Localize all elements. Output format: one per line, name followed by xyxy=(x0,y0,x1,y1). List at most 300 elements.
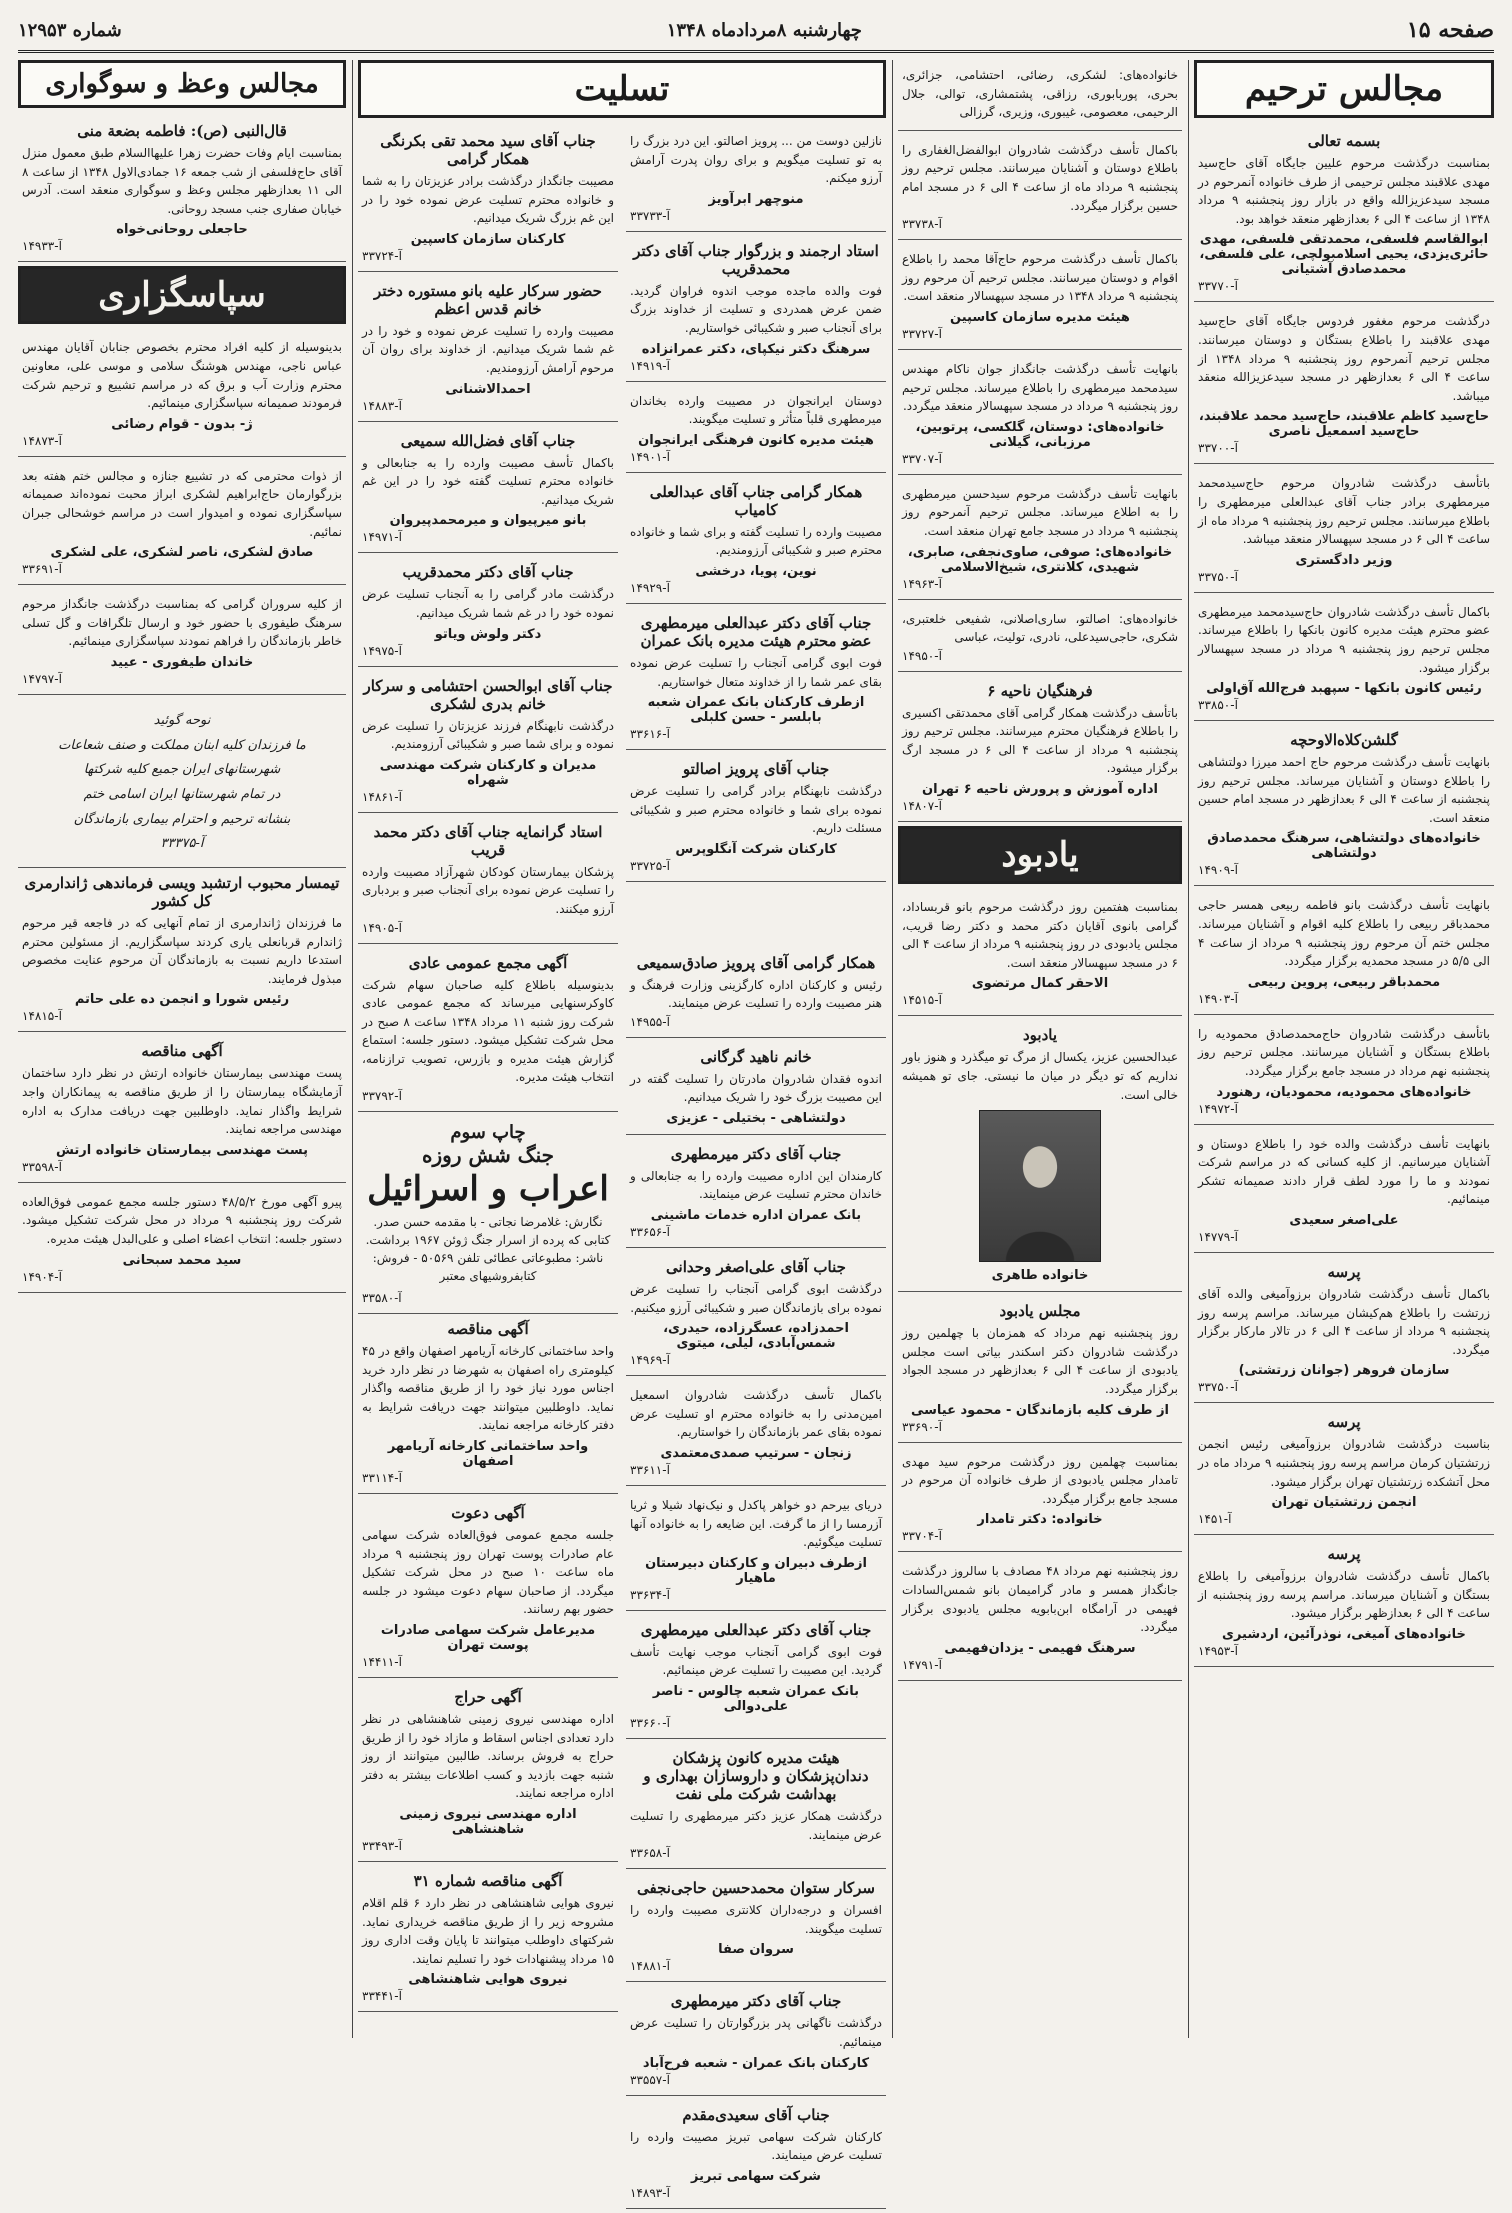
notice-text: باکمال تأسف درگذشت شادروان اسمعیل امین‌مدنی را به خانواده محترم او تسلیت عرض نموده بقای عمر بازماندگان را خواستاریم. xyxy=(630,1388,882,1440)
notice-item xyxy=(898,676,1182,822)
notice-title: جناب آقای پرویز اصالتو xyxy=(682,760,830,779)
notice-code: آ-۳۳۶۳۴ xyxy=(630,1587,670,1602)
notice-title: آگهی مناقصه شماره ۳۱ xyxy=(413,1871,563,1890)
notice-title: آگهی دعوت xyxy=(451,1504,525,1523)
notice-text: فوت ابوی گرامی آنجناب موجب نهایت تأسف گردید. این مصیبت را تسلیت عرض مینمائیم. xyxy=(630,1644,882,1678)
notice-title: آگهی مجمع عمومی عادی xyxy=(408,953,568,972)
notice-text: باکمال تأسف درگذشت مرحوم حاج‌آقا محمد را باطلاع اقوام و دوستان میرسانند. مجلس ترحیم آن مرحوم روز پنجشنبه ۹ مرداد ۱۳۴۸ در مسجد سپهسالار منعقد است. xyxy=(902,252,1178,304)
notice-text: درگذشت همکار عزیز دکتر میرمطهری را تسلیت عرض مینمایند. xyxy=(630,1809,882,1842)
page-header xyxy=(18,10,1494,53)
notice-code: آ-۱۴۹۲۹ xyxy=(630,580,670,595)
notice-signature: خانواده‌های محمودیه، محمودیان، رهنورد xyxy=(1216,1084,1472,1100)
notice-title: آگهی مناقصه xyxy=(447,1320,529,1339)
notice-code: آ-۱۴۹۷۲ xyxy=(1198,1101,1238,1116)
notice-code: آ-۳۳۵۹۸ xyxy=(22,1159,62,1174)
notice-code: آ-۱۴۷۷۹ xyxy=(1198,1230,1238,1244)
notice-text: باکمال تأسف درگذشت شادروان حاج‌سیدمحمد میرمطهری عضو محترم هیئت مدیره کانون بانکها را باطلاع میرساند. مجلس ترحیم روز پنجشنبه ۹ مرداد در مسجد سپهسالار برگزار میشود. xyxy=(1198,604,1490,675)
notice-code: آ-۱۴۴۱۱ xyxy=(362,1655,402,1669)
notice-code: آ-۳۳۴۴۱ xyxy=(362,1989,402,2004)
notice-item xyxy=(626,1986,886,2095)
notice-title: همکار گرامی آقای پرویز صادق‌سمیعی xyxy=(636,953,876,972)
notice-signature: کارکنان بانک عمران - شعبه فرح‌آباد xyxy=(642,2055,870,2071)
notice-code: آ-۱۴۵۱ xyxy=(1198,1512,1232,1527)
notice-code: آ-۱۴۹۰۴ xyxy=(22,1269,62,1284)
notice-item xyxy=(898,354,1182,475)
notice-text: بدینوسیله باطلاع کلیه صاحبان سهام شرکت کاوکرسنهایی میرساند که مجمع عمومی عادی شرکت روز شنبه ۱۱ مرداد ۱۳۴۸ ساعت ۸ صبح در محل شرکت تشکیل میشود. دستور جلسه: استماع گزارش هیئت مدیره و بازرس، تصویب ترازنامه، انتخاب هیئت مدیره. xyxy=(362,977,615,1085)
notice-item xyxy=(1194,1019,1494,1125)
notice-text: دوستان ایرانجوان در مصیبت وارده بخاندان میرمطهری قلباً متأثر و تسلیت میگویند. xyxy=(630,393,882,427)
notice-code: آ-۱۴۹۰۱ xyxy=(630,449,670,464)
notice-title: جناب آقای فضل‌الله سمیعی xyxy=(400,431,576,450)
notice-text: باتأسف درگذشت همکار گرامی آقای محمدتقی اکسیری را باطلاع فرهنگیان محترم میرسانند. مجلس ترحیم روز پنجشنبه ۹ مرداد از ساعت ۴ الی ۶ در مسجد ارگ برگزار میشود. xyxy=(902,705,1178,776)
notice-text: درگذشت ناگهانی پدر بزرگوارتان را تسلیت عرض مینمائیم. xyxy=(630,2016,882,2049)
notice-text: درگذشت مرحوم مغفور فردوس جایگاه آقای حاج‌سید مهدی علاقبند را باطلاع بستگان و دوستان میرسانند. مجلس ترحیم آنمرحوم روز پنجشنبه ۹ مرداد ۱۳۴۸ از ساعت ۴ الی ۶ بعدازظهر در مسجد سیدعزیزالله منعقد میباشد. xyxy=(1198,314,1491,403)
notice-text: نیروی هوایی شاهنشاهی در نظر دارد ۶ قلم اقلام مشروحه زیر را از طریق مناقصه خریداری نماید. شرکتهای داوطلب میتوانند تا پایان وقت اداری روز ۱۵ مرداد پیشنهادات خود را تسلیم نمایند. xyxy=(362,1895,614,1966)
notice-signature: هیئت مدیره سازمان کاسپین xyxy=(950,309,1130,325)
notice-title: جناب آقای ابوالحسن احتشامی و سرکار خانم بدری لشکری xyxy=(363,676,613,713)
notice-item xyxy=(1194,1539,1494,1667)
notice-text: مصیبت وارده را تسلیت گفته و برای شما و خانواده محترم صبر و شکیبائی آرزومندیم. xyxy=(630,524,882,558)
notice-text: باکمال تأسف مصیبت وارده را به جنابعالی و خانواده محترم تسلیت گفته خود را در این غم شریک میدانیم. xyxy=(362,455,614,507)
notice-list xyxy=(18,332,346,695)
notice-text: ما فرزندان ژاندارمری از تمام آنهایی که در فاجعه قیر مرحوم ژاندارم قربانعلی یاری کردند سپاسگزاریم. از مسئولین محترم استدعا داریم نسبت به بازماندگان آن مرحوم عنایت مخصوص مبذول فرمایند. xyxy=(22,916,342,986)
notice-text: بانهایت تأسف درگذشت مرحوم سیدحسن میرمطهری را به اطلاع میرساند. مجلس ترحیم آنمرحوم روز پنجشنبه ۹ مرداد در مسجد جامع تهران منعقد است. xyxy=(902,486,1178,538)
notice-signature: رئیس شورا و انجمن ده علی حاتم xyxy=(74,992,290,1008)
notice-text: کارمندان این اداره مصیبت وارده را به جنابعالی و خاندان محترم تسلیت عرض مینمایند. xyxy=(630,1168,882,1202)
notice-code: آ-۳۳۳۷۵ xyxy=(160,836,204,852)
ads-column xyxy=(358,948,618,2213)
book-title: اعراب و اسرائیل xyxy=(367,1169,609,1210)
notice-item xyxy=(358,948,618,1113)
notice-item xyxy=(898,1447,1182,1553)
book-edition: چاپ سوم xyxy=(450,1122,526,1144)
notice-signature: زنجان - سرتیپ صمدی‌معتمدی xyxy=(660,1446,852,1462)
notice-item xyxy=(898,135,1182,240)
notice-text: بناسبت درگذشت شادروان برزوآمیغی رئیس انجمن زرتشتیان کرمان مراسم پرسه روز پنجشنبه ۹ مرداد ماه در محل آتشکده زرتشتیان تهران برگزار میشود. xyxy=(1198,1437,1491,1489)
notice-item xyxy=(358,817,618,944)
notice-item xyxy=(358,671,618,813)
notice-title: فرهنگیان ناحیه ۶ xyxy=(987,681,1093,700)
notice-item xyxy=(898,1020,1182,1292)
notice-title: هیئت مدیره کانون پزشکان دندان‌پزشکان و داروسازان بهداری و بهداشت شرکت ملی نفت xyxy=(643,1749,869,1803)
notice-signature: حاج‌سید کاظم علاقبند، حاج‌سید محمد علاقبند، حاج‌سید اسمعیل ناصری xyxy=(1198,409,1490,440)
notice-text: درگذشت نابهنگام فرزند عزیزتان را تسلیت عرض نموده و برای شما صبر و شکیبائی آرزومندیم. xyxy=(362,718,614,752)
notice-signature: کارکنان شرکت آنگلوپرس xyxy=(675,841,837,857)
notice-item xyxy=(18,332,346,456)
notice-code: آ-۳۳۶۶۰ xyxy=(630,1716,670,1730)
notice-signature: واحد ساختمانی کارخانه آریامهر اصفهان xyxy=(387,1439,589,1470)
notice-signature: ژ- بدون - قوام رضائی xyxy=(111,416,253,432)
handwritten-line: در تمام شهرستانها ایران اسامی ختم xyxy=(83,786,281,802)
notice-code: آ-۳۳۴۹۳ xyxy=(362,1838,402,1853)
notice-code: آ-۳۳۸۵۰ xyxy=(1198,698,1238,713)
notice-title: پرسه xyxy=(1327,1545,1361,1564)
notice-code: آ-۱۴۷۹۷ xyxy=(22,671,62,686)
notice-code: آ-۳۳۶۱۱ xyxy=(630,1463,670,1478)
notice-item xyxy=(1194,1129,1494,1253)
notice-list xyxy=(1194,126,1494,1667)
notice-item xyxy=(358,557,618,666)
notice-signature: مدیران و کارکنان شرکت مهندسی شهراه xyxy=(379,757,597,788)
newspaper-page xyxy=(18,10,1494,2200)
notice-code: آ-۳۳۵۵۷ xyxy=(630,2072,670,2087)
notice-title: سرکار ستوان محمدحسین حاجی‌نجفی xyxy=(637,1879,875,1898)
notice-text: روز پنجشنبه نهم مرداد ۴۸ مصادف با سالروز درگذشت جانگداز همسر و مادر گرامیمان بانو شمس‌السادات فهیمی در آرامگاه ابن‌بابویه مجلس یادبودی برگزار میگردد. xyxy=(902,1564,1178,1635)
notice-code: آ-۱۴۹۶۳ xyxy=(902,576,942,591)
notice-item xyxy=(1194,890,1494,1014)
notice-signature: سرهنگ فهیمی - یزدان‌فهیمی xyxy=(944,1640,1136,1656)
notice-code: آ-۱۴۸۰۷ xyxy=(902,799,942,814)
notice-text: کارکنان شرکت سهامی تبریز مصیبت وارده را تسلیت عرض مینمایند. xyxy=(630,2129,882,2163)
notice-signature: منوچهر ابرآویز xyxy=(708,191,804,207)
notice-item xyxy=(358,276,618,422)
notice-code: آ-۳۳۷۲۴ xyxy=(362,248,402,263)
notice-code: آ-۱۴۷۹۱ xyxy=(902,1657,942,1672)
notice-code: آ-۱۴۵۱۵ xyxy=(902,993,942,1008)
notice-signature: حاجعلی روحانی‌خواه xyxy=(116,222,248,238)
notice-code: آ-۳۳۱۱۴ xyxy=(362,1471,402,1486)
page-number: صفحه ۱۵ xyxy=(1406,17,1494,43)
notice-code: آ-۱۴۹۵۵ xyxy=(630,1014,670,1029)
notice-item xyxy=(1194,1407,1494,1535)
notice-title: جناب آقای دکتر محمدقریب xyxy=(402,563,574,582)
notice-title: حضور سرکار علیه بانو مستوره دختر خانم قدس اعظم xyxy=(374,281,602,318)
notice-signature: سروان صفا xyxy=(718,1942,794,1958)
handwritten-line: نوحه گوئید xyxy=(153,712,211,728)
notice-text: روز پنجشنبه نهم مرداد که همزمان با چهلمین روز درگذشت شادروان دکتر اسکندر بیاتی است مجلس یادبودی از ساعت ۴ الی ۶ بعدازظهر در مسجد الجواد برگزار میگردد. xyxy=(902,1326,1179,1396)
notice-code: آ-۱۴۸۱۵ xyxy=(22,1009,62,1024)
notice-list xyxy=(358,1314,618,2012)
notice-text: عبدالحسین عزیز، یکسال از مرگ تو میگذرد و هنوز باور نداریم که تو دیگر در میان ما نیستی. جای تو همیشه خالی است. xyxy=(902,1050,1178,1102)
notice-item xyxy=(18,589,346,695)
section-banner-sepas: سپاسگزاری xyxy=(18,266,346,324)
notice-signature: ازطرف کارکنان بانک عمران شعبه بابلسر - حسن کلبلی xyxy=(647,695,865,726)
notice-code: آ-۳۳۷۰۰ xyxy=(1198,441,1238,456)
notice-signature: الاحقر کمال مرتضوی xyxy=(971,976,1109,992)
notice-text: افسران و درجه‌داران کلانتری مصیبت وارده را تسلیت میگویند. xyxy=(630,1903,882,1936)
notice-text: بمناسبت درگذشت مرحوم علیین جایگاه آقای حاج‌سید مهدی علاقبند مجلس ترحیمی از طرف خانواده آنمرحوم در مسجد سیدعزیزالله واقع در بازار روز پنجشنبه ۹ مرداد ۱۳۴۸ از ساعت ۴ الی ۶ بعدازظهر منعقد خواهد بود. xyxy=(1198,156,1490,226)
notice-signature: اداره آموزش و پرورش ناحیه ۶ تهران xyxy=(922,782,1158,798)
notice-code: آ-۱۴۹۵۳ xyxy=(1198,1643,1238,1658)
column-rule xyxy=(1188,60,1189,2038)
notice-text: باکمال تأسف درگذشت شادروان برزوآمیغی والده آقای زرتشت را باطلاع هم‌کیشان میرساند. مراسم پرسه روز پنجشنبه ۹ مرداد از ساعت ۴ الی ۶ در تالار مارکار برگزار میگردد. xyxy=(1198,1287,1491,1357)
notice-text: جلسه مجمع عمومی فوق‌العاده شرکت سهامی عام صادرات پوست تهران روز پنجشنبه ۹ مرداد ماه ساعت ۱۰ صبح در محل شرکت تشکیل میگردد. از صاحبان سهام دعوت میشود در جلسه حضور بهم رسانند. xyxy=(362,1528,614,1617)
notice-title: بسمه تعالی xyxy=(1307,132,1381,150)
notice-item xyxy=(898,60,1182,131)
notice-item xyxy=(626,1873,886,1982)
notice-text: باتأسف درگذشت شادروان حاج‌محمدصادق محمودیه را باطلاع بستگان و آشنایان میرسانند. مجلس ترحیم روز پنجشنبه نهم مرداد در مسجد جامع برگزار میگردد. xyxy=(1198,1026,1490,1079)
notice-text: مصیبت وارده را تسلیت عرض نموده و خود را در غم شما شریک میدانیم. از خداوند برای روان آن مرحوم آرامش آرزومندیم. xyxy=(362,323,614,375)
notice-item xyxy=(18,1187,346,1293)
section-banner-taslit: تسلیت xyxy=(358,60,886,118)
notice-code: آ-۱۴۹۷۱ xyxy=(362,530,402,545)
notice-item xyxy=(358,126,618,272)
notice-title: پرسه xyxy=(1327,1263,1361,1281)
notice-signature: خاندان طیفوری - عیید xyxy=(110,654,254,670)
portrait-photo xyxy=(979,1110,1101,1262)
tarhim-column xyxy=(1194,60,1494,1671)
notice-title: جناب آقای سید محمد تقی بکرنگی همکار گرامی xyxy=(380,132,596,168)
notice-list xyxy=(18,116,346,262)
notice-item xyxy=(1194,1257,1494,1403)
notice-code: آ-۳۳۷۲۵ xyxy=(630,858,670,873)
notice-code: آ-۳۳۷۳۳ xyxy=(630,208,670,223)
notice-code: آ-۳۳۷۰۴ xyxy=(902,1529,942,1544)
notice-code: آ-۳۳۷۵۰ xyxy=(1198,1380,1238,1395)
notice-list xyxy=(358,126,618,948)
notice-code: آ-۱۴۹۰۹ xyxy=(1198,863,1238,878)
notice-title: استاد ارجمند و بزرگوار جناب آقای دکتر محمدقریب xyxy=(633,241,879,278)
notice-text: فوت ابوی گرامی آنجناب را تسلیت عرض نموده بقای عمر شما را از خداوند متعال خواستاریم. xyxy=(630,655,882,689)
notice-signature: خانواده: دکتر تامدار xyxy=(977,1512,1103,1528)
notice-title: جناب آقای دکتر عبدالعلی میرمطهری عضو محترم هیئت مدیره بانک عمران xyxy=(640,613,872,650)
notice-item xyxy=(1194,126,1494,302)
notice-text: مصیبت جانگداز درگذشت برادر عزیزتان را به شما و خانواده محترم تسلیت عرض نموده خود را در این غم بزرگ شریک میدانیم. xyxy=(362,174,614,226)
notice-item xyxy=(18,461,346,585)
notice-text: اندوه فقدان شادروان مادرتان را تسلیت گفته در این مصیبت بزرگ خود را شریک میدانیم. xyxy=(630,1071,882,1105)
notice-signature: علی‌اصغر سعیدی xyxy=(1289,1213,1399,1228)
notice-text: بمناسبت چهلمین روز درگذشت مرحوم سید مهدی تامدار مجلس یادبودی از طرف خانواده آن مرحوم در مسجد جامع برگزار میگردد. xyxy=(902,1454,1178,1506)
notice-item xyxy=(626,1380,886,1486)
notice-signature: انجمن زرتشتیان تهران xyxy=(1271,1495,1417,1511)
tarhim-column-2 xyxy=(898,60,1182,1685)
handwritten-line: شهرستانهای ایران جمیع کلیه شرکتها xyxy=(83,762,281,778)
handwritten-line: ما فرزندان کلیه ابنان مملکت و صنف شعاعات xyxy=(58,737,306,753)
notice-code: آ-۱۴۸۶۱ xyxy=(362,789,402,804)
notice-signature: ابوالقاسم فلسفی، محمدتقی فلسفی، مهدی حائری‌یزدی، یحیی اسلامبولچی، علی فلسفی، محمدصادق آشتیانی xyxy=(1199,232,1489,278)
section-banner-tarhim: مجالس ترحیم xyxy=(1194,60,1494,118)
book-code: آ-۳۳۵۸۰ xyxy=(362,1291,402,1306)
notice-signature: کارکنان سازمان کاسپین xyxy=(410,231,566,247)
notice-code: آ-۱۴۹۳۳ xyxy=(22,239,62,254)
notice-signature: از طرف کلیه بازماندگان - محمود عیاسی xyxy=(910,1402,1170,1418)
handwritten-line: بنشانه ترحیم و احترام بیماری بازماندگان xyxy=(73,811,291,827)
notice-item xyxy=(1194,306,1494,464)
notice-title: آگهی حراج xyxy=(454,1688,522,1706)
notice-signature: ازطرف دبیران و کارکنان دبیرستان ماهیار xyxy=(645,1555,867,1586)
notice-code: آ-۳۳۶۵۶ xyxy=(630,1225,670,1240)
notice-code: آ-۳۳۶۹۰ xyxy=(902,1419,942,1434)
notice-code: آ-۳۳۶۹۱ xyxy=(22,562,62,577)
notice-item xyxy=(1194,597,1494,721)
notice-text: از ذوات محترمی که در تشییع جنازه و مجالس ختم هفته بعد بزرگوارمان حاج‌ابراهیم لشکری ابراز محبت نموده‌اند صمیمانه سپاسگزاری نموده و امیدوار است در مراسم خوشحالی جبران نمائیم. xyxy=(22,468,342,539)
notice-code: آ-۳۳۷۷۰ xyxy=(1198,279,1238,294)
notice-signature: بانک عمران شعبه چالوس - ناصر علی‌دوالی xyxy=(652,1684,860,1714)
notice-signature: خانواده طاهری xyxy=(991,1268,1089,1284)
notice-text: فوت والده ماجده موجب اندوه فراوان گردید. ضمن عرض همدردی و تسلیت از خداوند بزرگ برای آنجناب صبر و شکیبائی خواستاریم. xyxy=(630,283,882,335)
notice-code: آ-۳۳۷۵۰ xyxy=(1198,569,1238,584)
notice-list xyxy=(898,60,1182,822)
notice-signature: احمدزاده، عسگرزاده، حیدری، شمس‌آبادی، لیلی، میتوی xyxy=(663,1321,849,1352)
notice-title: جناب آقای علی‌اصغر وحدانی xyxy=(666,1258,846,1277)
notice-signature: خانواده‌های آمیغی، نوذرآئین، اردشیری xyxy=(1222,1626,1466,1642)
notice-signature: خانواده‌های: دوستان، گلکسی، پرتوبین، مرزبانی، گیلانی xyxy=(915,419,1165,450)
notice-text: بمناسبت هفتمین روز درگذشت مرحوم بانو قربساداد، گرامی بانوی آقایان دکتر محمد و دکتر رضا قریب، مجلس یادبودی در روز پنجشنبه ۹ مرداد از ساعت ۴ الی ۶ در مسجد سپهسالار منعقد است. xyxy=(902,900,1178,970)
notice-text: پست مهندسی بیمارستان خانواده ارتش در نظر دارد ساختمان آزمایشگاه بیمارستان را از طریق مناقصه به پیمانکاران واجد شرایط واگذار نماید. داوطلبین جهت دریافت مدارک به اداره مهندسی مراجعه نمایند. xyxy=(22,1066,342,1137)
notice-code: آ-۳۳۷۳۸ xyxy=(902,217,942,232)
notice-title: استاد گرانمایه جناب آقای دکتر محمد قریب xyxy=(373,822,603,859)
notice-signature: دکتر ولوش ویاتو xyxy=(434,626,542,642)
notice-code: آ-۳۳۷۲۷ xyxy=(902,326,942,341)
notice-item xyxy=(626,948,886,1038)
notice-code: آ-۱۴۹۰۵ xyxy=(362,920,402,935)
notice-signature: احمدالاشنانی xyxy=(445,381,531,397)
notice-item xyxy=(626,1615,886,1739)
notice-text: خانواده‌های: اصالتو، ساری‌اصلانی، شفیعی خلعتبری، شکری، حاجی‌سیدعلی، نادری، تولیت، عباسی xyxy=(902,611,1178,645)
notice-text: بانهایت تأسف درگذشت مرحوم حاج احمد میرزا دولتشاهی را باطلاع دوستان و آشنایان میرساند. مجلس ترحیم روز پنجشنبه از ساعت ۴ الی ۶ بعدازظهر در مسجد امام حسین منعقد است. xyxy=(1198,755,1491,825)
notice-signature: اداره مهندسی نیروی زمینی شاهنشاهی xyxy=(399,1806,577,1837)
left-column xyxy=(18,60,346,1297)
notice-text: واحد ساختمانی کارخانه آریامهر اصفهان واقع در ۴۵ کیلومتری راه اصفهان به شهرضا در نظر دارد خرید اجناس مورد نیاز خود را از طریق مناقصه واگذار نماید. داوطلبین میتوانند جهت دریافت شرایط به دفتر کارخانه مراجعه نمایند. xyxy=(362,1344,614,1433)
notice-item xyxy=(898,1556,1182,1680)
notice-item xyxy=(898,604,1182,672)
notice-text: باکمال تأسف درگذشت شادروان ابوالفضل‌الغفاری را باطلاع دوستان و آشنایان میرسانند. مجلس ترحیم روز پنجشنبه ۹ مرداد ماه از ساعت ۴ الی ۶ در مسجد امام حسین برگزار میگردد. xyxy=(902,142,1179,213)
notice-signature: محمدباقر ربیعی، پروین ربیعی xyxy=(1247,974,1441,990)
notice-text: از کلیه سروران گرامی که بمناسبت درگذشت جانگداز مرحوم سرهنگ طیفوری با حضور خود و ارسال تلگرافات و گل تسلی خاطر بازماندگان را فراهم نمودند سپاسگزاری مینمائیم. xyxy=(22,597,342,649)
notice-item xyxy=(626,1139,886,1248)
notice-item xyxy=(358,1314,618,1494)
notice-title: آگهی مناقصه xyxy=(141,1042,223,1061)
notice-text: پیرو آگهی مورخ ۴۸/۵/۲ دستور جلسه مجمع عمومی فوق‌العاده شرکت روز پنجشنبه ۹ مرداد در محل شرکت تشکیل میشود. دستور جلسه: انتخاب اعضاء اصلی و علی‌البدل هیئت مدیره. xyxy=(22,1194,342,1246)
notice-item xyxy=(358,426,618,554)
notice-title: پرسه xyxy=(1327,1413,1361,1432)
notice-text: دریای بیرحم دو خواهر پاکدل و نیک‌نهاد شیلا و ثریا آزرمسا را از ما گرفت. این ضایعه را به خانواده آنها تسلیت میگوئیم. xyxy=(630,1498,882,1550)
notice-code: آ-۱۴۸۹۳ xyxy=(630,2185,670,2200)
notice-signature: خانواده‌های دولتشاهی، سرهنگ محمدصادق دولتشاهی xyxy=(1207,831,1481,862)
handwritten-notice xyxy=(18,699,346,868)
notice-signature: سازمان فروهر (جوانان زرتشتی) xyxy=(1238,1363,1450,1379)
notice-code: آ-۱۴۹۷۵ xyxy=(362,643,402,658)
notice-text: اداره مهندسی نیروی زمینی شاهنشاهی در نظر دارد تعدادی اجناس اسقاط و مازاد خود را از طریق حراج به فروش برساند. طالبین میتوانند از روز شنبه جهت بازدید و کسب اطلاعات بیشتر به دفتر اداره مراجعه نمایند. xyxy=(362,1712,614,1801)
notice-item xyxy=(898,892,1182,1016)
notice-item xyxy=(1194,468,1494,592)
notice-code: آ-۳۳۶۵۸ xyxy=(630,1846,670,1861)
notice-signature: پست مهندسی بیمارستان خانواده ارتش xyxy=(56,1142,308,1158)
notice-code: آ-۱۴۸۸۱ xyxy=(630,1959,670,1974)
book-subtitle: جنگ شش روزه xyxy=(422,1143,554,1168)
notice-item xyxy=(626,1490,886,1611)
section-banner-yadbud: یادبود xyxy=(898,826,1182,884)
notice-text: بمناسبت ایام وفات حضرت زهرا علیهاالسلام طبق معمول منزل آقای حاج‌فلسفی از شب جمعه ۱۶ جمادی‌الاول ۱۳۴۸ از ساعت ۸ الی ۱۱ بعدازظهر مجلس وعظ و سوگواری منعقد است. آدرس خیابان صفاری جنب مسجد روحانی. xyxy=(22,146,342,216)
notice-title: مجلس یادبود xyxy=(999,1302,1081,1321)
notice-item xyxy=(18,116,346,262)
notice-signature: وزیر دادگستری xyxy=(1295,552,1393,568)
column-rule xyxy=(892,60,893,2038)
notice-title: جناب آقای سعیدی‌مقدم xyxy=(682,2105,830,2124)
notice-code: آ-۱۴۹۶۹ xyxy=(630,1353,670,1368)
notice-title: خانم ناهید گرگانی xyxy=(700,1047,812,1066)
taslit-grid xyxy=(358,126,886,948)
notice-code: آ-۱۴۸۷۳ xyxy=(22,433,62,448)
notice-item xyxy=(626,2100,886,2209)
notice-code: آ-۳۳۷۹۲ xyxy=(362,1089,402,1104)
notice-item xyxy=(18,1036,346,1182)
notice-list xyxy=(626,126,886,948)
notice-text: بانهایت تأسف درگذشت والده خود را باطلاع دوستان و آشنایان میرسانیم. از کلیه کسانی که در مراسم شرکت نمودند و ما را مورد لطف قرار دادند صمیمانه تشکر مینمائیم. xyxy=(1198,1136,1490,1207)
notice-signature: شرکت سهامی تبریز xyxy=(691,2168,821,2184)
lower-grid xyxy=(358,948,886,2213)
notice-title: جناب آقای دکتر عبدالعلی میرمطهری xyxy=(640,1620,872,1639)
notice-signature: سید محمد سبحانی xyxy=(122,1252,242,1268)
notice-text: باتأسف درگذشت شادروان مرحوم حاج‌سیدمحمد میرمطهری برادر جناب آقای عبدالعلی میرمطهری را باطلاع میرسانند. مجلس ترحیم روز پنجشنبه ۹ مرداد ماه از ساعت ۴ الی ۶ در مسجد سپهسالار منعقد میباشد. xyxy=(1198,476,1490,547)
notice-signature: خانواده‌های: صوفی، صاوی‌نجفی، صابری، شهیدی، کلانتری، شیخ‌الاسلامی xyxy=(907,544,1173,575)
notice-text: بدینوسیله از کلیه افراد محترم بخصوص جنابان آقایان مهندس عباس ناجی، مهندس هوشنگ سلامی و موسی علی، معاونین محترم وزارت آب و برق که در مراسم تشییع و ترحیم شرکت فرمودند صمیمانه سپاسگزاری مینمائیم. xyxy=(22,340,342,411)
notice-code: آ-۱۴۹۰۳ xyxy=(1198,991,1238,1006)
taslit-column xyxy=(358,60,886,2213)
notice-title: قال‌النبی (ص): فاطمه بضعة منی xyxy=(77,122,287,140)
notice-text: خانواده‌های: لشکری، رضائی، احتشامی، جزائری، بحری، پوربابوری، رزاقی، پشتمشاری، توالی، جلال الرحیمی، معصومی، غیبوری، وزیری، گرزالی xyxy=(902,68,1178,120)
notice-item xyxy=(626,754,886,882)
notice-title: همکار گرامی جناب آقای عبدالعلی کامیاب xyxy=(649,482,863,519)
notice-item xyxy=(898,1296,1182,1442)
notice-title: یادبود xyxy=(1022,1026,1058,1045)
notice-text: درگذشت مادر گرامی را به آنجناب تسلیت عرض نموده خود را در غم شما شریک میدانیم. xyxy=(362,587,614,620)
notice-title: گلشن‌کلاه‌الاوحچه xyxy=(1290,731,1398,750)
issue-number: شماره ۱۲۹۵۳ xyxy=(18,19,122,41)
notice-signature: نیروی هوایی شاهنشاهی xyxy=(408,1972,568,1988)
issue-date: چهارشنبه ۸مردادماه ۱۳۴۸ xyxy=(666,19,862,41)
notice-item xyxy=(898,479,1182,600)
notice-title: جناب آقای دکتر میرمطهری xyxy=(670,1144,842,1163)
notice-title: تیمسار محبوب ارتشبد ویسی فرماندهی ژاندارمری کل کشور xyxy=(24,874,340,911)
notice-signature: رئیس کانون بانکها - سپهبد فرج‌الله آق‌اولی xyxy=(1206,681,1482,697)
notice-item xyxy=(1194,725,1494,886)
section-banner-vaz: مجالس وعظ و سوگواری xyxy=(18,60,346,108)
notice-list xyxy=(626,948,886,2213)
notice-text: نازلین دوست من ... پرویز اصالتو. این درد بزرگ را به تو تسلیت میگویم و برای روان پدرت آرامش آرزو میکنم. xyxy=(630,134,882,186)
notice-signature: مدیرعامل شرکت سهامی صادرات پوست تهران xyxy=(380,1623,596,1653)
notice-code: آ-۱۴۸۸۳ xyxy=(362,398,402,413)
notice-text: بانهایت تأسف درگذشت بانو فاطمه ربیعی همسر حاجی محمدباقر ربیعی را باطلاع کلیه اقوام و آشنایان میرساند. مجلس ختم آن مرحوم روز پنجشنبه ۹ مرداد از ساعت ۴ الی ۵/۵ در مسجد محمدیه برگزار میگردد. xyxy=(1198,898,1490,969)
notice-text: پزشکان بیمارستان کودکان شهرآزاد مصیبت وارده را تسلیت عرض نموده برای آنجناب صبر و بردباری آرزو میکنند. xyxy=(362,864,614,916)
notice-signature: سرهنگ دکتر نیکپای، دکتر عمرانزاده xyxy=(641,341,871,357)
notice-text: باکمال تأسف درگذشت شادروان برزوآمیغی را باطلاع بستگان و آشنایان میرساند. مراسم پرسه روز پنجشنبه از ساعت ۴ الی ۶ بعدازظهر برگزار میشود. xyxy=(1198,1569,1490,1621)
notice-text: درگذشت نابهنگام برادر گرامی را تسلیت عرض نموده برای شما و خانواده محترم صبر و شکیبائی مسئلت داریم. xyxy=(630,784,882,836)
notice-signature: هیئت مدیره کانون فرهنگی ایرانجوان xyxy=(638,432,874,448)
notice-item xyxy=(18,868,346,1032)
book-details: نگارش: غلامرضا نجاتی - با مقدمه حسن صدر. کتابی که پرده از اسرار جنگ ژوئن ۱۹۶۷ برداشت. ناشر: مطبوعاتی عطائی تلفن ۵۰۵۶۹ - فروش: کتابفروشیهای معتبر xyxy=(365,1215,611,1284)
notice-item xyxy=(626,1252,886,1376)
notice-item xyxy=(898,244,1182,350)
notice-list xyxy=(898,892,1182,1681)
notice-code: آ-۱۴۹۵۰ xyxy=(902,648,942,663)
notice-item xyxy=(626,236,886,382)
notice-signature: صادق لشکری، ناصر لشکری، علی لشکری xyxy=(50,545,314,561)
notice-item xyxy=(358,1498,618,1678)
notice-item xyxy=(626,1042,886,1135)
notice-code: آ-۱۴۹۱۹ xyxy=(630,358,670,373)
notice-item xyxy=(626,477,886,604)
notice-item xyxy=(626,608,886,750)
notice-signature: نوین، پویا، درخشی xyxy=(695,563,817,579)
notice-text: بانهایت تأسف درگذشت جانگداز جوان ناکام مهندس سیدمحمد میرمطهری را باطلاع میرساند. مجلس ترحیم روز پنجشنبه ۹ مرداد در مسجد سپهسالار منعقد میگردد. xyxy=(902,361,1178,414)
notice-list xyxy=(358,948,618,1113)
notice-title: جناب آقای دکتر میرمطهری xyxy=(670,1992,842,2011)
book-ad xyxy=(358,1116,618,1314)
notice-text: رئیس و کارکنان اداره کارگزینی وزارت فرهنگ و هنر مصیبت وارده را تسلیت عرض مینمایند. xyxy=(630,977,882,1011)
notice-item xyxy=(626,1743,886,1869)
column-rule xyxy=(352,60,353,2038)
notice-code: آ-۳۳۷۰۷ xyxy=(902,451,942,466)
notice-item xyxy=(358,1682,618,1862)
notice-code: آ-۳۳۶۱۶ xyxy=(630,727,670,742)
notice-item xyxy=(626,126,886,232)
notice-signature: دولتشاهی - بختیلی - عزیزی xyxy=(666,1110,846,1126)
notice-item xyxy=(358,1866,618,2012)
notice-item xyxy=(626,386,886,473)
notice-text: درگذشت ابوی گرامی آنجناب را تسلیت عرض نموده برای بازماندگان صبر و شکیبائی آرزو میکنیم. xyxy=(630,1282,882,1315)
notice-signature: بانک عمران اداره خدمات ماشینی xyxy=(650,1208,862,1224)
